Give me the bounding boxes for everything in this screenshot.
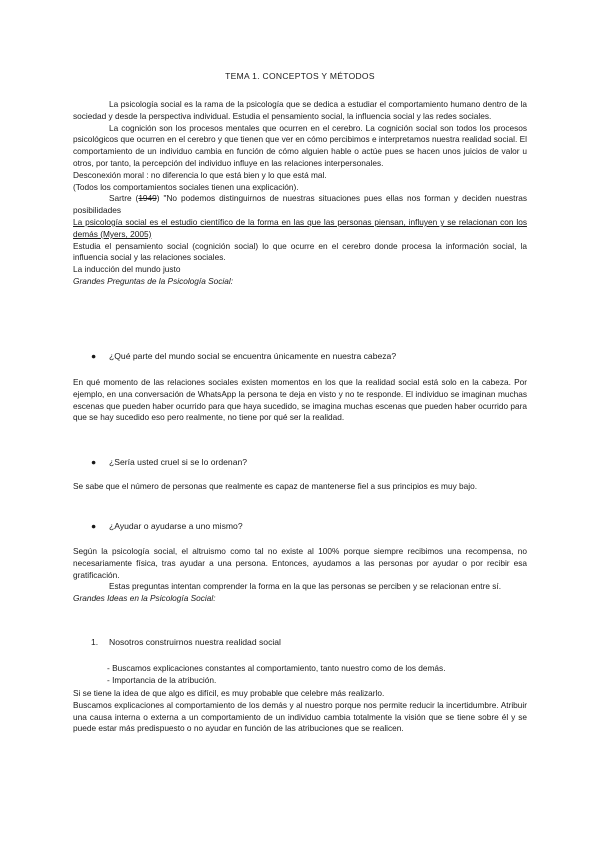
intro-section <box>73 99 527 288</box>
subpoint-explanations: - Buscamos explicaciones constantes al comportamiento, tanto nuestro como de los demás. <box>107 663 446 673</box>
sartre-text: ) "No podemos distinguirnos de nuestras situaciones pues ellas nos forman y deciden nuestras posibilidades <box>73 193 527 216</box>
myers-definition: La psicología social es el estudio científico de la forma en las que las personas piensan, influyen y se relacionan con los demás (Myers, 2005) <box>73 216 527 239</box>
attribution-paragraph: Buscamos explicaciones al comportamiento de los demás y al nuestro porque nos permite reducir la incertidumbre. Atribuir una causa interna o externa a un comportamiento de un individuo cambia totalmente la visión que se tiene sobre él y se puede estar más predispuesto o no ayudar en función de las atribuciones que se realicen. <box>73 699 527 734</box>
sartre-quote <box>73 193 527 217</box>
section-heading-ideas: Grandes Ideas en la Psicología Social: <box>73 593 216 604</box>
section-heading-questions: Grandes Preguntas de la Psicología Social: <box>73 275 234 286</box>
idea-subpoints <box>107 663 527 687</box>
question-bullet-2 <box>91 456 511 468</box>
question-text: ¿Ayudar o ayudarse a uno mismo? <box>109 521 243 531</box>
bullet-marker: ● <box>91 351 97 361</box>
idea-item-1 <box>91 636 511 648</box>
idea-text: Nosotros construirnos nuestra realidad social <box>109 637 281 647</box>
ideas-body <box>73 688 527 735</box>
bullet-marker: ● <box>91 457 97 467</box>
bullet-marker: ● <box>91 521 97 531</box>
page-title: TEMA 1. CONCEPTOS Y MÉTODOS <box>225 71 375 81</box>
question-answer-1 <box>73 377 527 424</box>
just-world-line: La inducción del mundo justo <box>73 264 181 275</box>
questions-summary: Estas preguntas intentan comprender la forma en la que las personas se perciben y se relacionan entre sí. <box>109 581 502 592</box>
question-bullet-1 <box>91 350 511 362</box>
social-thought-paragraph: Estudia el pensamiento social (cognición social) lo que ocurre en el cerebro donde procesa la información social, la influencia social y las relaciones sociales. <box>73 240 527 263</box>
behavior-note-line: (Todos los comportamientos sociales tienen una explicación). <box>73 181 299 192</box>
question-answer-3 <box>73 546 527 605</box>
difficulty-line: Si se tiene la idea de que algo es difícil, es muy probable que celebre más realizarlo. <box>73 688 385 698</box>
subpoint-attribution: - Importancia de la atribución. <box>107 674 217 685</box>
moral-disconnection-line: Desconexión moral : no diferencia lo que está bien y lo que está mal. <box>73 169 327 180</box>
sartre-author: Sartre ( <box>109 193 139 204</box>
question-answer-2 <box>73 481 527 493</box>
answer-text: Según la psicología social, el altruismo como tal no existe al 100% porque siempre recibimos una recompensa, no necesariamente física, tras ayudar a una persona. Entonces, ayudamos a las personas por ayudar o por recibir esa gratificación. <box>73 546 527 580</box>
question-text: ¿Sería usted cruel si se lo ordenan? <box>109 457 248 467</box>
question-text: ¿Qué parte del mundo social se encuentra únicamente en nuestra cabeza? <box>109 351 397 361</box>
answer-text: En qué momento de las relaciones sociales existen momentos en los que la realidad social está solo en la cabeza. Por ejemplo, en una conversación de WhatsApp la persona te deja en visto y no te responde. El individuo se imaginan muchas escenas que pueden haber ocurrido para que haya sucedido, se imagina muchas escenas que pueden haber ocurrido para que se hay sucedido eso pero realmente, no tiene por qué ser la realidad. <box>73 377 527 423</box>
answer-text: Se sabe que el número de personas que realmente es capaz de mantenerse fiel a sus principios es muy bajo. <box>73 481 478 491</box>
question-bullet-3 <box>91 520 511 532</box>
idea-number: 1. <box>91 637 99 647</box>
sartre-year: 1949 <box>138 193 157 204</box>
definition-paragraph: La psicología social es la rama de la psicología que se dedica a estudiar el comportamiento humano dentro de la sociedad y desde la perspectiva individual. Estudia el pensamiento social, la influencia social y las redes sociales. <box>73 99 527 121</box>
cognition-paragraph: La cognición son los procesos mentales que ocurren en el cerebro. La cognición social son todos los procesos psicológicos que ocurren en el cerebro y que tienen que ver en cómo percibimos e interpretamos nuestra realidad social. El comportamiento de un individuo cambia en función de cómo alguien hable o actúe pues se hacen unos juicios de valor u otros, por tanto, la percepción del individuo influye en las relaciones interpersonales. <box>73 122 527 168</box>
